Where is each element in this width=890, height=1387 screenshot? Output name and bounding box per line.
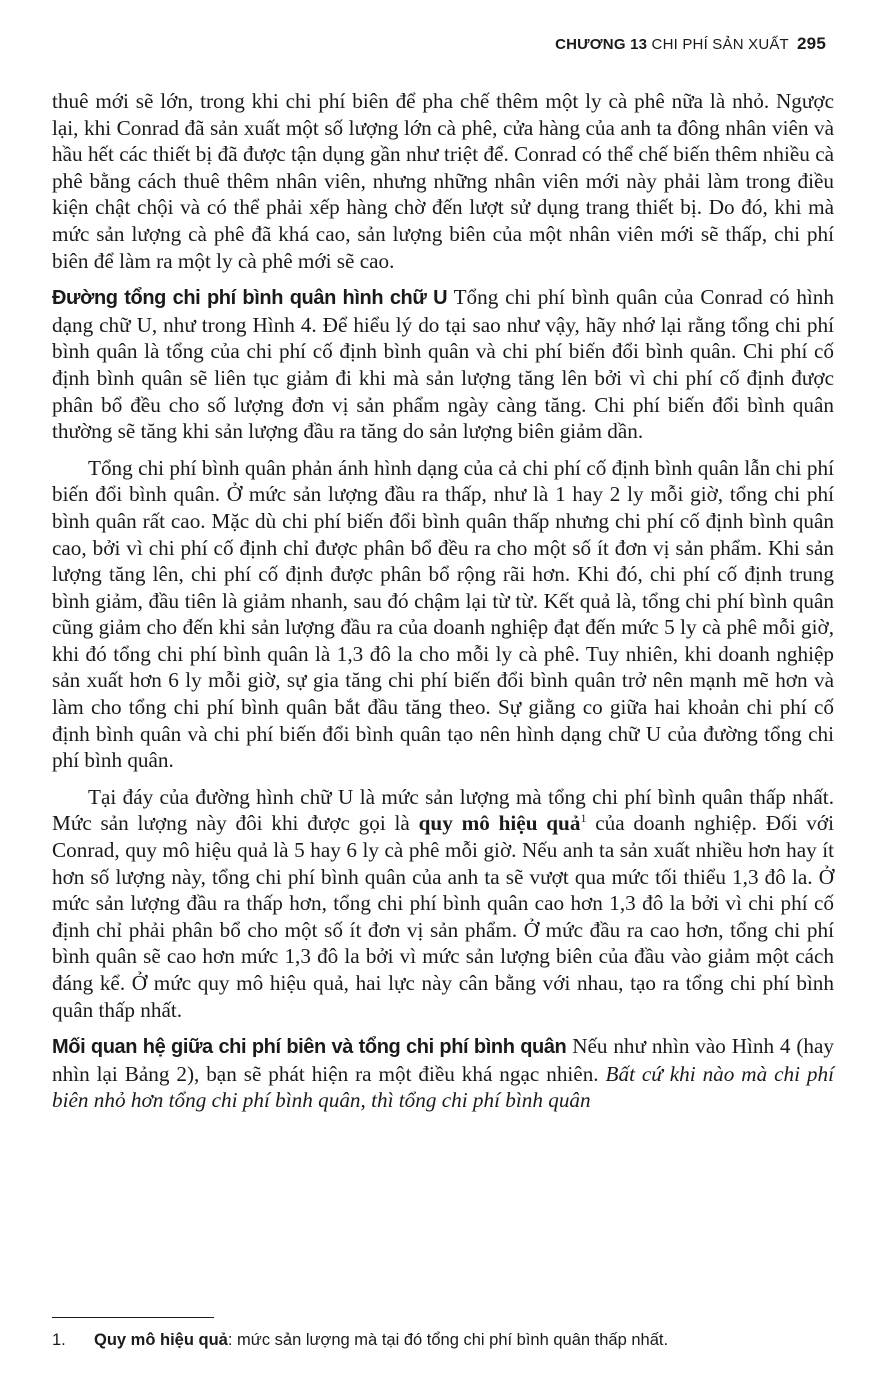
paragraph-2 bbox=[52, 284, 834, 445]
running-header bbox=[555, 34, 826, 54]
key-term-efficient-scale: quy mô hiệu quả bbox=[418, 811, 581, 836]
paragraph-1: thuê mới sẽ lớn, trong khi chi phí biên để pha chế thêm một ly cà phê nữa là nhỏ. Ngược lại, khi Conrad đã sản xuất một số lượng lớn cà phê, cửa hàng của anh ta đông nhân viên và hầu hết các thiết bị đã được tận dụng gần như triệt để. Conrad có thể chế biến thêm nhiều cà phê bằng cách thuê thêm nhân viên, nhưng những nhân viên mới này phải làm trong điều kiện chật chội và có thể phải xếp hàng chờ đến lượt sử dụng trang thiết bị. Do đó, khi mà mức sản lượng cà phê đã khá cao, sản lượng biên của một nhân viên mới sẽ thấp, chi phí biên để làm ra một ly cà phê mới sẽ cao. bbox=[52, 89, 834, 273]
footnote-text: : mức sản lượng mà tại đó tổng chi phí bình quân thấp nhất. bbox=[227, 1331, 669, 1349]
paragraph-5 bbox=[52, 1033, 834, 1114]
section-heading-mc-atc: Mối quan hệ giữa chi phí biên và tổng chi phí bình quân bbox=[52, 1036, 567, 1059]
paragraph-4 bbox=[52, 784, 834, 1023]
page-number: 295 bbox=[797, 34, 826, 53]
section-heading-u-shaped-atc: Đường tổng chi phí bình quân hình chữ U bbox=[52, 287, 448, 310]
paragraph-5-italic: Bất cứ khi nào mà chi phí biên nhỏ hơn tổng chi phí bình quân, thì tổng chi phí bình quân bbox=[52, 1061, 834, 1113]
paragraph-5-body: Nếu như nhìn vào Hình 4 (hay nhìn lại Bảng 2), bạn sẽ phát hiện ra một điều khá ngạc nhiên. bbox=[52, 1034, 834, 1086]
chapter-title: CHI PHÍ SẢN XUẤT bbox=[651, 36, 789, 53]
paragraph-4-text-a: Tại đáy của đường hình chữ U là mức sản lượng mà tổng chi phí bình quân thấp nhất. Mức sản lượng này đôi khi được gọi là bbox=[52, 784, 834, 836]
footnote-term: Quy mô hiệu quả bbox=[94, 1331, 228, 1349]
footnote-number: 1. bbox=[52, 1331, 66, 1349]
body-text bbox=[52, 88, 834, 1124]
footnote-divider bbox=[52, 1317, 214, 1318]
footnote-reference[interactable]: 1 bbox=[580, 811, 587, 826]
chapter-label: CHƯƠNG 13 bbox=[555, 36, 648, 53]
paragraph-3: Tổng chi phí bình quân phản ánh hình dạng của cả chi phí cố định bình quân lẫn chi phí biến đổi bình quân. Ở mức sản lượng đầu ra thấp, như là 1 hay 2 ly mỗi giờ, tổng chi phí bình quân rất cao. Mặc dù chi phí biến đổi bình quân thấp nhưng chi phí cố định bình quân cao, bởi vì chi phí cố định chỉ được phân bổ đều ra cho một số ít đơn vị sản phẩm. Khi sản lượng tăng lên, chi phí cố định được phân bổ rộng rãi hơn. Khi đó, chi phí cố định trung bình giảm, đầu tiên là giảm nhanh, sau đó chậm lại từ từ. Kết quả là, tổng chi phí bình quân cũng giảm cho đến khi sản lượng đầu ra của doanh nghiệp đạt đến mức 5 ly cà phê mỗi giờ, khi đó tổng chi phí bình quân là 1,3 đô la cho mỗi ly cà phê. Tuy nhiên, khi doanh nghiệp sản xuất hơn 6 ly mỗi giờ, sự gia tăng chi phí biến đổi bình quân trở nên mạnh mẽ hơn và làm cho tổng chi phí bình quân bắt đầu tăng theo. Sự giằng co giữa hai khoản chi phí cố định bình quân và chi phí biến đổi bình quân tạo nên hình dạng chữ U của đường tổng chi phí bình quân. bbox=[52, 455, 834, 773]
paragraph-2-body: Tổng chi phí bình quân của Conrad có hình dạng chữ U, như trong Hình 4. Để hiểu lý do tại sao như vậy, hãy nhớ lại rằng tổng chi phí bình quân là tổng của chi phí cố định bình quân và chi phí biến đổi bình quân. Chi phí cố định bình quân sẽ liên tục giảm đi khi mà sản lượng tăng lên bởi vì chi phí cố định được phân bổ đều cho số lượng đơn vị sản phẩm ngày càng tăng. Chi phí biến đổi bình quân thường sẽ tăng khi sản lượng đầu ra tăng do sản lượng biên giảm dần. bbox=[52, 285, 834, 444]
footnote bbox=[52, 1329, 834, 1351]
paragraph-4-text-b: của doanh nghiệp. Đối với Conrad, quy mô hiệu quả là 5 hay 6 ly cà phê mỗi giờ. Nếu anh ta sản xuất nhiều hơn hay ít hơn số lượng này, tổng chi phí bình quân của anh ta sẽ vượt qua mức tối thiểu 1,3 đô la. Ở mức sản lượng đầu ra thấp hơn, tổng chi phí bình quân cao hơn 1,3 đô la bởi vì chi phí cố định chỉ phải phân bổ cho một số ít đơn vị sản phẩm. Ở mức đầu ra cao hơn, tổng chi phí bình quân sẽ cao hơn mức 1,3 đô la bởi vì mức sản lượng biên của đầu vào giảm một cách đáng kể. Ở mức quy mô hiệu quả, hai lực này cân bằng với nhau, tạo ra tổng chi phí bình quân thấp nhất. bbox=[52, 811, 834, 1022]
